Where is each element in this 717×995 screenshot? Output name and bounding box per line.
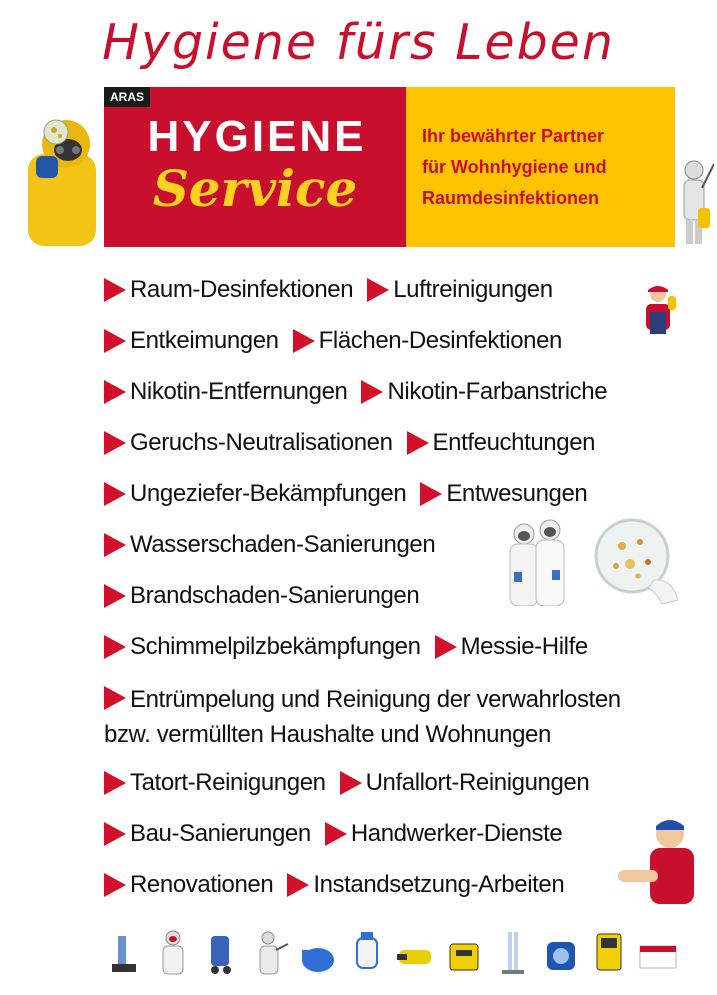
service-label: Brandschaden-Sanierungen <box>130 581 420 609</box>
spray-gun-icon <box>104 928 144 976</box>
service-item <box>420 480 587 508</box>
long-service-line: bzw. vermüllten Haushalte und Wohnungen <box>104 721 551 748</box>
service-label: Tatort-Reinigungen <box>130 768 326 796</box>
service-label: Entkeimungen <box>130 326 279 354</box>
service-label: Messie-Hilfe <box>460 632 588 660</box>
service-label: Handwerker-Dienste <box>350 819 563 847</box>
arrow-right-icon <box>367 278 389 302</box>
service-row-long <box>104 672 694 757</box>
service-item <box>104 582 419 610</box>
service-item <box>104 871 273 899</box>
service-item <box>104 429 393 457</box>
air-purifier-icon <box>541 928 581 976</box>
arrow-right-icon <box>361 380 383 404</box>
arrow-right-icon <box>104 431 126 455</box>
service-item <box>361 378 607 406</box>
service-item <box>287 871 564 899</box>
fogger-yellow-icon <box>395 928 435 976</box>
arrow-right-icon <box>407 431 429 455</box>
fogger-white-blue-icon <box>347 928 387 976</box>
service-label: Entwesungen <box>446 479 588 507</box>
service-label: Wasserschaden-Sanierungen <box>130 530 436 558</box>
hazmat-suit-icon <box>153 928 193 976</box>
service-item <box>104 327 279 355</box>
service-item <box>104 531 435 559</box>
disinfection-worker-icon <box>250 928 290 976</box>
service-row <box>104 366 694 417</box>
arrow-right-icon <box>104 329 126 353</box>
service-item <box>104 820 311 848</box>
tagline-line: Raumdesinfektionen <box>422 188 600 208</box>
logo-hygiene-text: HYGIENE <box>147 112 367 161</box>
service-item <box>104 480 406 508</box>
service-row <box>104 264 694 315</box>
service-label: Nikotin-Entfernungen <box>130 377 348 405</box>
logo-panel <box>104 87 406 247</box>
equipment-strip <box>104 924 678 976</box>
pointing-man-image <box>614 812 704 908</box>
service-label: Luftreinigungen <box>393 275 553 303</box>
arrow-right-icon <box>104 873 126 897</box>
service-label: Unfallort-Reinigungen <box>365 768 590 796</box>
ozone-generator-icon <box>444 928 484 976</box>
logo-service-text: Service <box>152 159 358 218</box>
arrow-right-icon <box>293 329 315 353</box>
service-label: Geruchs-Neutralisationen <box>130 428 393 456</box>
service-item <box>104 769 326 797</box>
service-label: Raum-Desinfektionen <box>130 275 354 303</box>
hazmat-worker-image <box>20 112 104 246</box>
service-row <box>104 417 694 468</box>
arrow-right-icon <box>104 584 126 608</box>
arrow-right-icon <box>104 278 126 302</box>
arrow-right-icon <box>104 686 126 710</box>
arrow-right-icon <box>435 635 457 659</box>
service-row <box>104 468 694 519</box>
service-label: Schimmelpilzbekämpfungen <box>130 632 421 660</box>
arrow-right-icon <box>104 771 126 795</box>
service-label: Flächen-Desinfektionen <box>318 326 562 354</box>
arrow-right-icon <box>104 482 126 506</box>
tagline-panel <box>406 87 675 247</box>
service-row <box>104 315 694 366</box>
service-label: Nikotin-Farbanstriche <box>387 377 608 405</box>
arrow-right-icon <box>325 822 347 846</box>
service-label: Ungeziefer-Bekämpfungen <box>130 479 407 507</box>
arrow-right-icon <box>104 822 126 846</box>
brand-banner <box>104 87 675 247</box>
service-label: Instandsetzung-Arbeiten <box>313 870 565 898</box>
service-item <box>104 378 347 406</box>
petri-dish-image <box>592 516 680 606</box>
arrow-right-icon <box>104 533 126 557</box>
service-row <box>104 757 694 808</box>
arrow-right-icon <box>420 482 442 506</box>
service-label: Renovationen <box>130 870 274 898</box>
tagline <box>422 121 662 214</box>
service-label: Bau-Sanierungen <box>130 819 311 847</box>
service-item <box>435 633 588 661</box>
dehumidifier-icon <box>589 928 629 976</box>
service-row <box>104 808 694 859</box>
tagline-line: für Wohnhygiene und <box>422 157 607 177</box>
headline: Hygiene fürs Leben <box>102 14 615 71</box>
service-row <box>104 621 694 672</box>
service-item <box>325 820 563 848</box>
service-label: Entrümpelung und Reinigung der verwahrlosten <box>130 686 621 713</box>
arrow-right-icon <box>340 771 362 795</box>
hazmat-team-image <box>500 516 572 606</box>
arrow-right-icon <box>104 635 126 659</box>
aras-tag: ARAS <box>104 87 150 107</box>
uv-lamp-icon <box>492 928 532 976</box>
service-item <box>104 276 353 304</box>
service-label: Entfeuchtungen <box>432 428 596 456</box>
tagline-line: Ihr bewährter Partner <box>422 126 605 146</box>
arrow-right-icon <box>104 380 126 404</box>
fogger-blue-icon <box>298 928 338 976</box>
sprayer-machine-icon <box>201 928 241 976</box>
service-item <box>104 633 421 661</box>
service-item <box>367 276 552 304</box>
arrow-right-icon <box>287 873 309 897</box>
long-service-line <box>104 682 694 717</box>
sprayer-worker-image <box>674 158 714 246</box>
disinfection-kit-icon <box>638 928 678 976</box>
service-row <box>104 859 694 910</box>
service-item <box>293 327 562 355</box>
service-item <box>340 769 590 797</box>
service-item <box>407 429 596 457</box>
